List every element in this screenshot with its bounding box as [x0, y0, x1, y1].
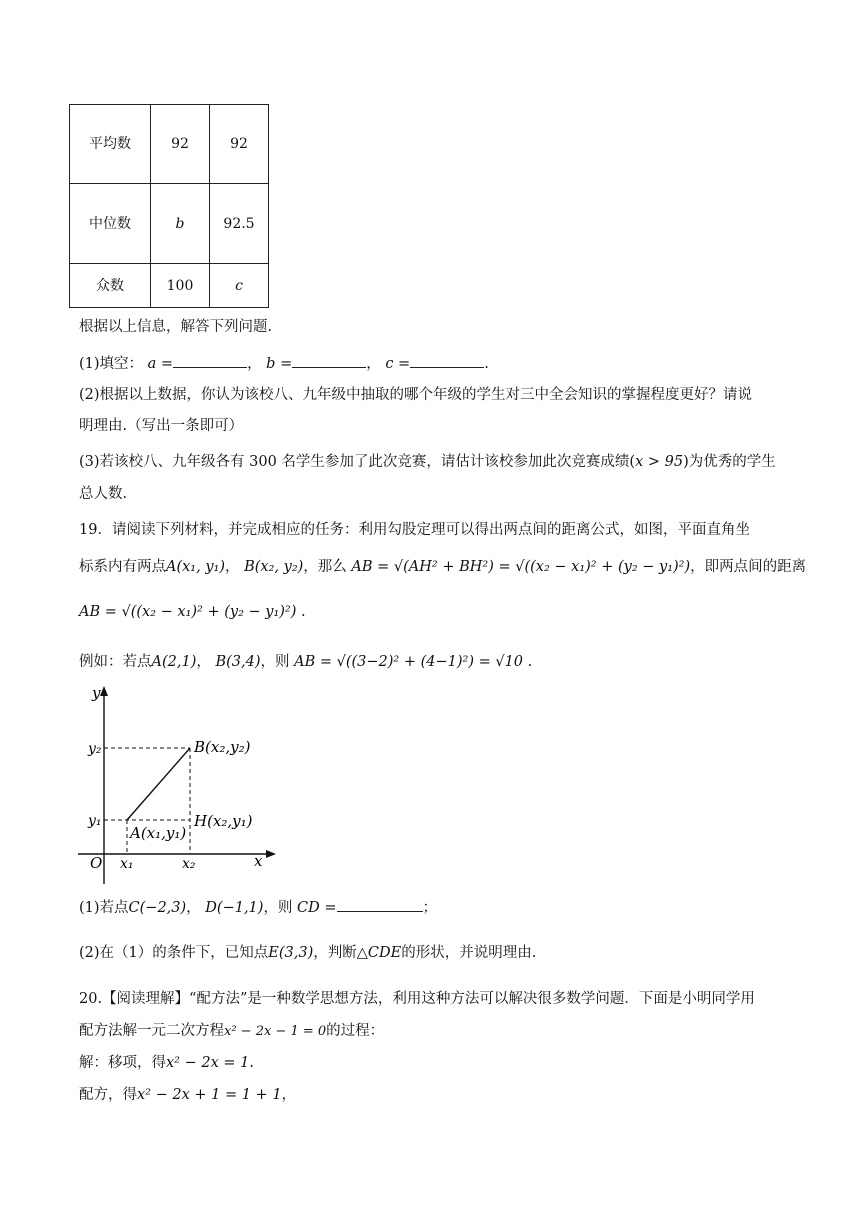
table-cell: 92.5: [210, 184, 269, 264]
x1-label: x₁: [120, 856, 134, 872]
q20-step1-label: 解：移项，得: [79, 1055, 166, 1071]
table-row: [70, 105, 269, 184]
var-a-label: a =: [147, 356, 174, 372]
triangle-cde: △CDE: [356, 945, 402, 961]
x-axis-label: x: [254, 852, 263, 870]
cd-label: CD =: [297, 900, 337, 916]
q19-line2-text-c: ，即两点间的距离: [690, 559, 807, 575]
point-e: E(3,3): [268, 945, 314, 961]
q18-part3-text-b: )为优秀的学生: [683, 454, 776, 470]
point-a-label: A(x₁,y₁): [130, 824, 187, 842]
q20-step2-label: 配方，得: [79, 1087, 137, 1103]
example-point-b: B(3,4): [215, 654, 261, 670]
q18-part2-line1: (2)根据以上数据，你认为该校八、九年级中抽取的哪个年级的学生对三中全会知识的掌握程度更好？请说: [79, 387, 753, 403]
point-h-label: H(x₂,y₁): [194, 812, 253, 830]
q20-line1: 20.【阅读理解】“配方法”是一种数学思想方法，利用这种方法可以解决很多数学问题．下面是小明同学用: [79, 991, 755, 1007]
answer-blank-a: [173, 353, 247, 368]
table-row: [70, 264, 269, 308]
x-axis-arrow-icon: [266, 850, 276, 858]
table-cell: 100: [151, 264, 210, 308]
point-b: B(x₂, y₂): [244, 559, 304, 575]
q19-line2-text-a: 标系内有两点: [79, 559, 166, 575]
var-b-label: b =: [266, 356, 293, 372]
task1-prefix: (1)若点: [79, 900, 129, 916]
q20-step1-equation: x² − 2x = 1: [166, 1055, 250, 1071]
answer-blank-c: [410, 353, 484, 368]
example-point-a: A(2,1): [151, 654, 197, 670]
example-formula: AB = √((3−2)² + (4−1)²) = √10: [294, 654, 524, 670]
table-cell: 92: [210, 105, 269, 184]
q19-line2: 标系内有两点A(x₁, y₁)， B(x₂, y₂)，那么 AB = √(AH² + BH²) = √((x₂ − x₁)² + (y₂ − y₁)²)，即两点间的距离: [79, 559, 807, 575]
example-then: ，则: [260, 654, 290, 670]
var-c-label: c =: [385, 356, 411, 372]
distance-formula-1: AB = √(AH² + BH²) = √((x₂ − x₁)² + (y₂ − y₁)²): [351, 559, 691, 575]
table-cell-label: 中位数: [70, 184, 151, 264]
q20-line3: 解：移项，得x² − 2x = 1.: [79, 1055, 254, 1071]
example-prefix: 例如：若点: [79, 654, 152, 670]
q20-step2-equation: x² − 2x + 1 = 1 + 1: [137, 1087, 282, 1103]
q18-part1: (1)填空： a = ， b = ， c = .: [79, 353, 489, 374]
q19-line2-text-b: ，那么: [303, 559, 347, 575]
point-a: A(x₁, y₁): [166, 559, 225, 575]
task2-suffix: 的形状，并说明理由.: [401, 945, 537, 961]
q20-line2-text-b: 的过程：: [326, 1023, 385, 1039]
q18-part3-text-a: (3)若该校八、九年级各有 300 名学生参加了此次竞赛，请估计该校参加此次竞赛成绩(: [79, 454, 636, 470]
y-axis-label: y: [92, 684, 101, 702]
task1-then: ，则: [263, 900, 293, 916]
point-b-label: B(x₂,y₂): [194, 738, 251, 756]
table-cell: c: [210, 264, 269, 308]
q19-line1: 19．请阅读下列材料，并完成相应的任务：利用勾股定理可以得出两点间的距离公式，如图，平面直角坐: [79, 522, 750, 538]
y2-label: y₂: [88, 741, 102, 757]
origin-label: O: [90, 854, 103, 872]
y1-label: y₁: [88, 813, 102, 829]
q20-line4: 配方，得x² − 2x + 1 = 1 + 1，: [79, 1087, 297, 1103]
distance-formula-2: AB = √((x₂ − x₁)² + (y₂ − y₁)²) .: [79, 604, 306, 620]
statistics-table: [69, 104, 269, 308]
point-d: D(−1,1): [205, 900, 264, 916]
point-c: C(−2,3): [128, 900, 187, 916]
table-cell-label: 众数: [70, 264, 151, 308]
q18-part1-prefix: (1)填空：: [79, 356, 144, 372]
table-cell: b: [151, 184, 210, 264]
task2-prefix: (2)在（1）的条件下，已知点: [79, 945, 269, 961]
answer-blank-b: [292, 353, 366, 368]
q18-part3-line1: [79, 452, 776, 472]
q19-task2: [79, 943, 536, 963]
q20-line2-text-a: 配方法解一元二次方程: [79, 1023, 224, 1039]
x2-label: x₂: [182, 856, 196, 872]
table-cell-label: 平均数: [70, 105, 151, 184]
q18-part3-line2: 总人数.: [79, 486, 128, 502]
q18-part2-line2: 明理由.（写出一条即可）: [79, 418, 244, 434]
y-axis-arrow-icon: [100, 686, 108, 696]
intro-text: 根据以上信息，解答下列问题.: [79, 319, 273, 335]
table-cell: 92: [151, 105, 210, 184]
task2-judge: ，判断: [313, 945, 357, 961]
q18-part3-condition: x > 95: [635, 454, 684, 470]
q20-line2: [79, 1021, 384, 1042]
answer-blank-cd: [337, 897, 423, 912]
q20-equation: x² − 2x − 1 = 0: [224, 1024, 327, 1039]
coordinate-figure: [72, 684, 282, 888]
q19-example: 例如：若点A(2,1)， B(3,4)，则 AB = √((3−2)² + (4−1)²) = √10 .: [79, 654, 533, 670]
q19-task1: (1)若点C(−2,3)， D(−1,1)，则 CD = ；: [79, 897, 437, 918]
table-row: [70, 184, 269, 264]
